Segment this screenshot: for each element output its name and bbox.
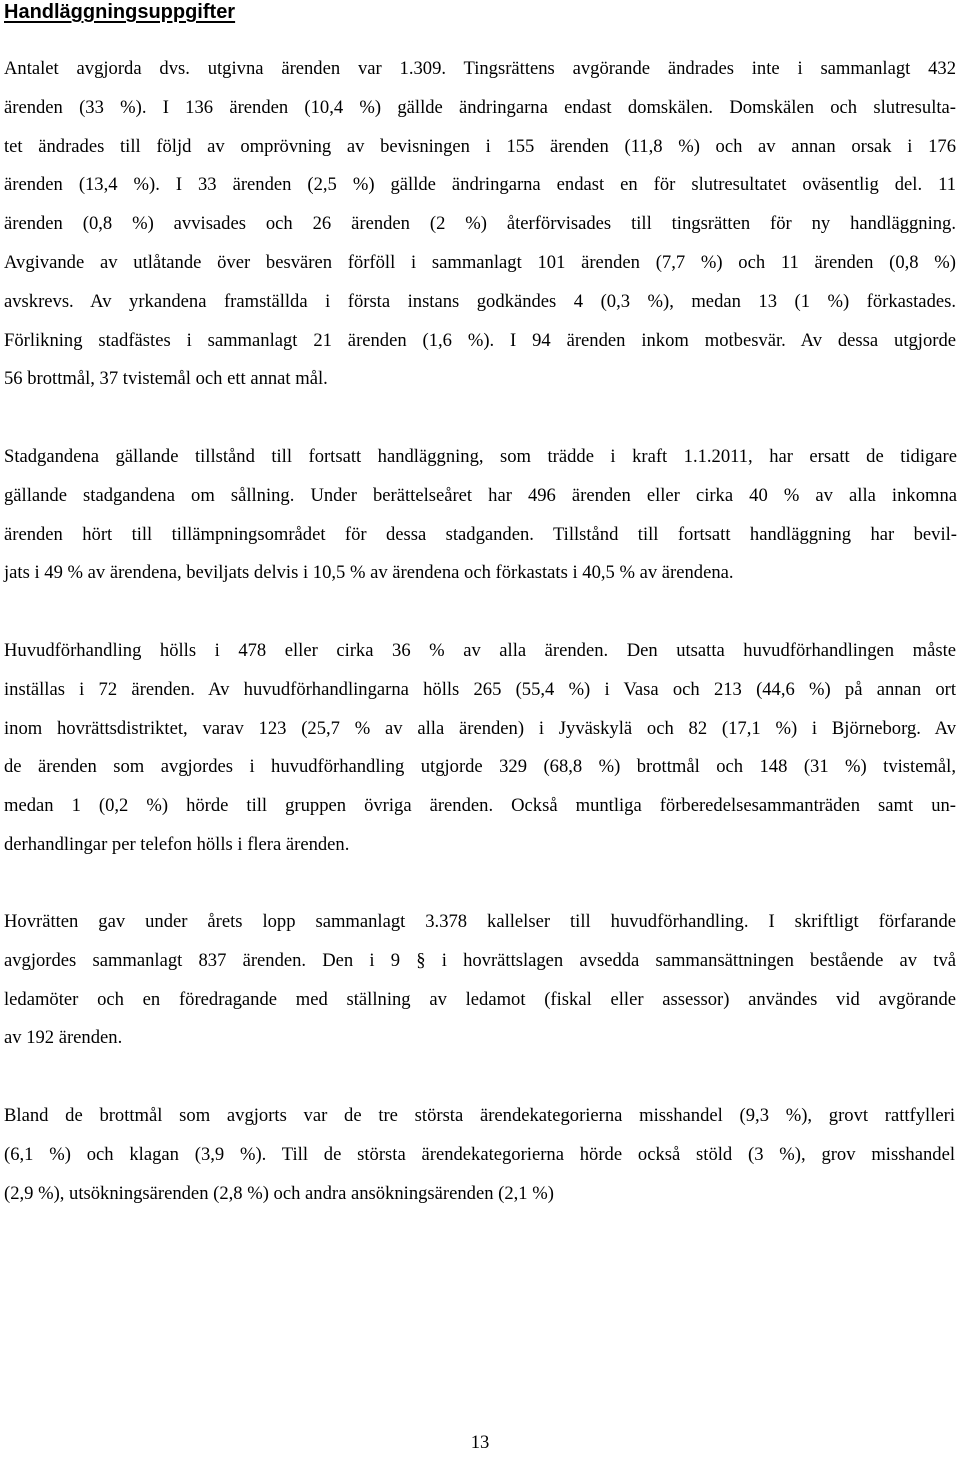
text-line: Huvudförhandling hölls i 478 eller cirka 36 % av alla ärenden. Den utsatta huvudförhandlingen måste bbox=[4, 640, 956, 661]
text-line: gällande stadgandena om sållning. Under berättelseåret har 496 ärenden eller cirka 40 % av alla inkomna bbox=[4, 484, 957, 506]
text-line: inställas i 72 ärenden. Av huvudförhandlingarna hölls 265 (55,4 %) i Vasa och 213 (44,6 %) på annan ort bbox=[4, 678, 956, 700]
text-line: 56 brottmål, 37 tvistemål och ett annat mål. bbox=[4, 368, 328, 390]
text-line: (2,9 %), utsökningsärenden (2,8 %) och andra ansökningsärenden (2,1 %) bbox=[4, 1182, 554, 1204]
text-line: Stadgandena gällande tillstånd till fortsatt handläggning, som trädde i kraft 1.1.2011, har ersatt de tidigare bbox=[4, 446, 957, 467]
paragraph-main-hearings bbox=[4, 632, 956, 865]
text-line: ärenden (13,4 %). I 33 ärenden (2,5 %) gällde ändringarna endast en för slutresultatet oväsentlig del. 11 bbox=[4, 174, 956, 196]
text-line: Bland de brottmål som avgjorts var de tre största ärendekategorierna misshandel (9,3 %), grovt rattfylleri bbox=[4, 1105, 955, 1126]
text-line: jats i 49 % av ärendena, beviljats delvis i 10,5 % av ärendena och förkastats i 40,5 % av ärendena. bbox=[4, 562, 734, 584]
text-line: medan 1 (0,2 %) hörde till gruppen övriga ärenden. Också muntliga förberedelsesammanträden samt un- bbox=[4, 795, 956, 817]
text-line: avskrevs. Av yrkandena framställda i första instans godkändes 4 (0,3 %), medan 13 (1 %) förkastades. bbox=[4, 290, 956, 312]
text-line: tet ändrades till följd av omprövning av bevisningen i 155 ärenden (11,8 %) och av annan orsak i 176 bbox=[4, 135, 956, 157]
text-line: Förlikning stadfästes i sammanlagt 21 ärenden (1,6 %). I 94 ärenden inkom motbesvär. Av dessa utgjorde bbox=[4, 329, 956, 351]
text-line: (6,1 %) och klagan (3,9 %). Till de största ärendekategorierna hörde också stöld (3 %), grov misshandel bbox=[4, 1143, 955, 1165]
text-line: Avgivande av utlåtande över besvären förföll i sammanlagt 101 ärenden (7,7 %) och 11 ärenden (0,8 %) bbox=[4, 251, 956, 273]
text-line: de ärenden som avgjordes i huvudförhandling utgjorde 329 (68,8 %) brottmål och 148 (31 %) tvistemål, bbox=[4, 756, 956, 778]
text-line: ledamöter och en föredragande med ställning av ledamot (fiskal eller assessor) användes vid avgörande bbox=[4, 988, 956, 1010]
text-line: Antalet avgjorda dvs. utgivna ärenden var 1.309. Tingsrättens avgörande ändrades inte i sammanlagt 432 bbox=[4, 58, 956, 79]
text-line: inom hovrättsdistriktet, varav 123 (25,7 % av alla ärenden) i Jyväskylä och 82 (17,1 %) i Björneborg. Av bbox=[4, 717, 956, 739]
text-line: Hovrätten gav under årets lopp sammanlagt 3.378 kallelser till huvudförhandling. I skriftligt förfarande bbox=[4, 911, 956, 932]
text-line: avgjordes sammanlagt 837 ärenden. Den i 9 § i hovrättslagen avsedda sammansättningen bestående av två bbox=[4, 949, 956, 971]
text-line: ärenden (33 %). I 136 ärenden (10,4 %) gällde ändringarna endast domskälen. Domskälen och slutresulta- bbox=[4, 96, 956, 118]
text-line: derhandlingar per telefon hölls i flera ärenden. bbox=[4, 833, 350, 855]
paragraph-summons bbox=[4, 903, 956, 1058]
paragraph-decisions bbox=[4, 50, 956, 399]
paragraph-case-categories bbox=[4, 1097, 955, 1213]
text-line: av 192 ärenden. bbox=[4, 1027, 123, 1049]
paragraph-leave-to-proceed bbox=[4, 438, 957, 593]
text-line: ärenden hört till tillämpningsområdet för dessa stadganden. Tillstånd till fortsatt handläggning har bevil- bbox=[4, 523, 957, 545]
text-line: ärenden (0,8 %) avvisades och 26 ärenden (2 %) återförvisades till tingsrätten för ny handläggning. bbox=[4, 213, 956, 235]
page-number: 13 bbox=[470, 1432, 490, 1453]
page-heading: Handläggningsuppgifter bbox=[4, 1, 236, 23]
